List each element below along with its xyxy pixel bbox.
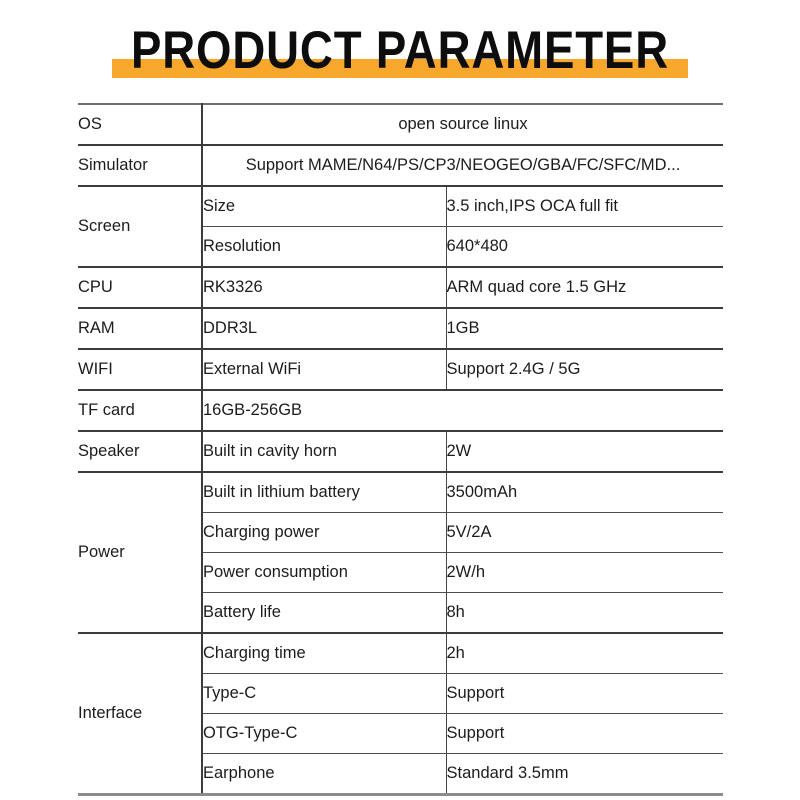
spec-value-cell: Standard 3.5mm <box>446 754 723 795</box>
spec-value-cell: 3500mAh <box>446 472 723 513</box>
spec-label-cell: OTG-Type-C <box>202 714 446 754</box>
spec-value-cell: 2W <box>446 431 723 472</box>
spec-value-cell: Support MAME/N64/PS/CP3/NEOGEO/GBA/FC/SFC/MD... <box>202 145 723 186</box>
category-cell: RAM <box>78 308 202 349</box>
spec-value-cell: 640*480 <box>446 227 723 268</box>
spec-label-cell: Power consumption <box>202 553 446 593</box>
spec-table-body <box>78 104 723 795</box>
spec-value-cell: open source linux <box>202 104 723 145</box>
table-row <box>78 472 723 513</box>
spec-value-cell: 1GB <box>446 308 723 349</box>
table-row <box>78 390 723 431</box>
category-cell: Simulator <box>78 145 202 186</box>
table-row <box>78 186 723 227</box>
category-cell: OS <box>78 104 202 145</box>
spec-label-cell: Built in lithium battery <box>202 472 446 513</box>
table-row <box>78 431 723 472</box>
spec-value-cell: 8h <box>446 593 723 634</box>
spec-value-cell: 2h <box>446 633 723 674</box>
table-row <box>78 267 723 308</box>
spec-table <box>78 103 723 796</box>
spec-value-cell: Support <box>446 714 723 754</box>
spec-label-cell: Charging power <box>202 513 446 553</box>
category-cell: Speaker <box>78 431 202 472</box>
spec-value-cell: Support 2.4G / 5G <box>446 349 723 390</box>
category-cell: Screen <box>78 186 202 267</box>
category-cell: Interface <box>78 633 202 795</box>
spec-value-cell: 5V/2A <box>446 513 723 553</box>
spec-value-cell: 3.5 inch,IPS OCA full fit <box>446 186 723 227</box>
table-row <box>78 308 723 349</box>
page-title: PRODUCT PARAMETER <box>131 21 669 80</box>
spec-value-cell: Support <box>446 674 723 714</box>
spec-label-cell: Earphone <box>202 754 446 795</box>
category-cell: TF card <box>78 390 202 431</box>
spec-label-cell: Type-C <box>202 674 446 714</box>
spec-value-cell: 2W/h <box>446 553 723 593</box>
spec-label-cell: Size <box>202 186 446 227</box>
table-row <box>78 104 723 145</box>
spec-value-cell: 16GB-256GB <box>202 390 723 431</box>
category-cell: WIFI <box>78 349 202 390</box>
category-cell: Power <box>78 472 202 633</box>
spec-label-cell: Built in cavity horn <box>202 431 446 472</box>
spec-label-cell: Charging time <box>202 633 446 674</box>
table-row <box>78 633 723 674</box>
table-row <box>78 145 723 186</box>
spec-label-cell: RK3326 <box>202 267 446 308</box>
spec-value-cell: ARM quad core 1.5 GHz <box>446 267 723 308</box>
spec-label-cell: DDR3L <box>202 308 446 349</box>
spec-label-cell: External WiFi <box>202 349 446 390</box>
spec-label-cell: Battery life <box>202 593 446 634</box>
table-row <box>78 349 723 390</box>
spec-label-cell: Resolution <box>202 227 446 268</box>
category-cell: CPU <box>78 267 202 308</box>
